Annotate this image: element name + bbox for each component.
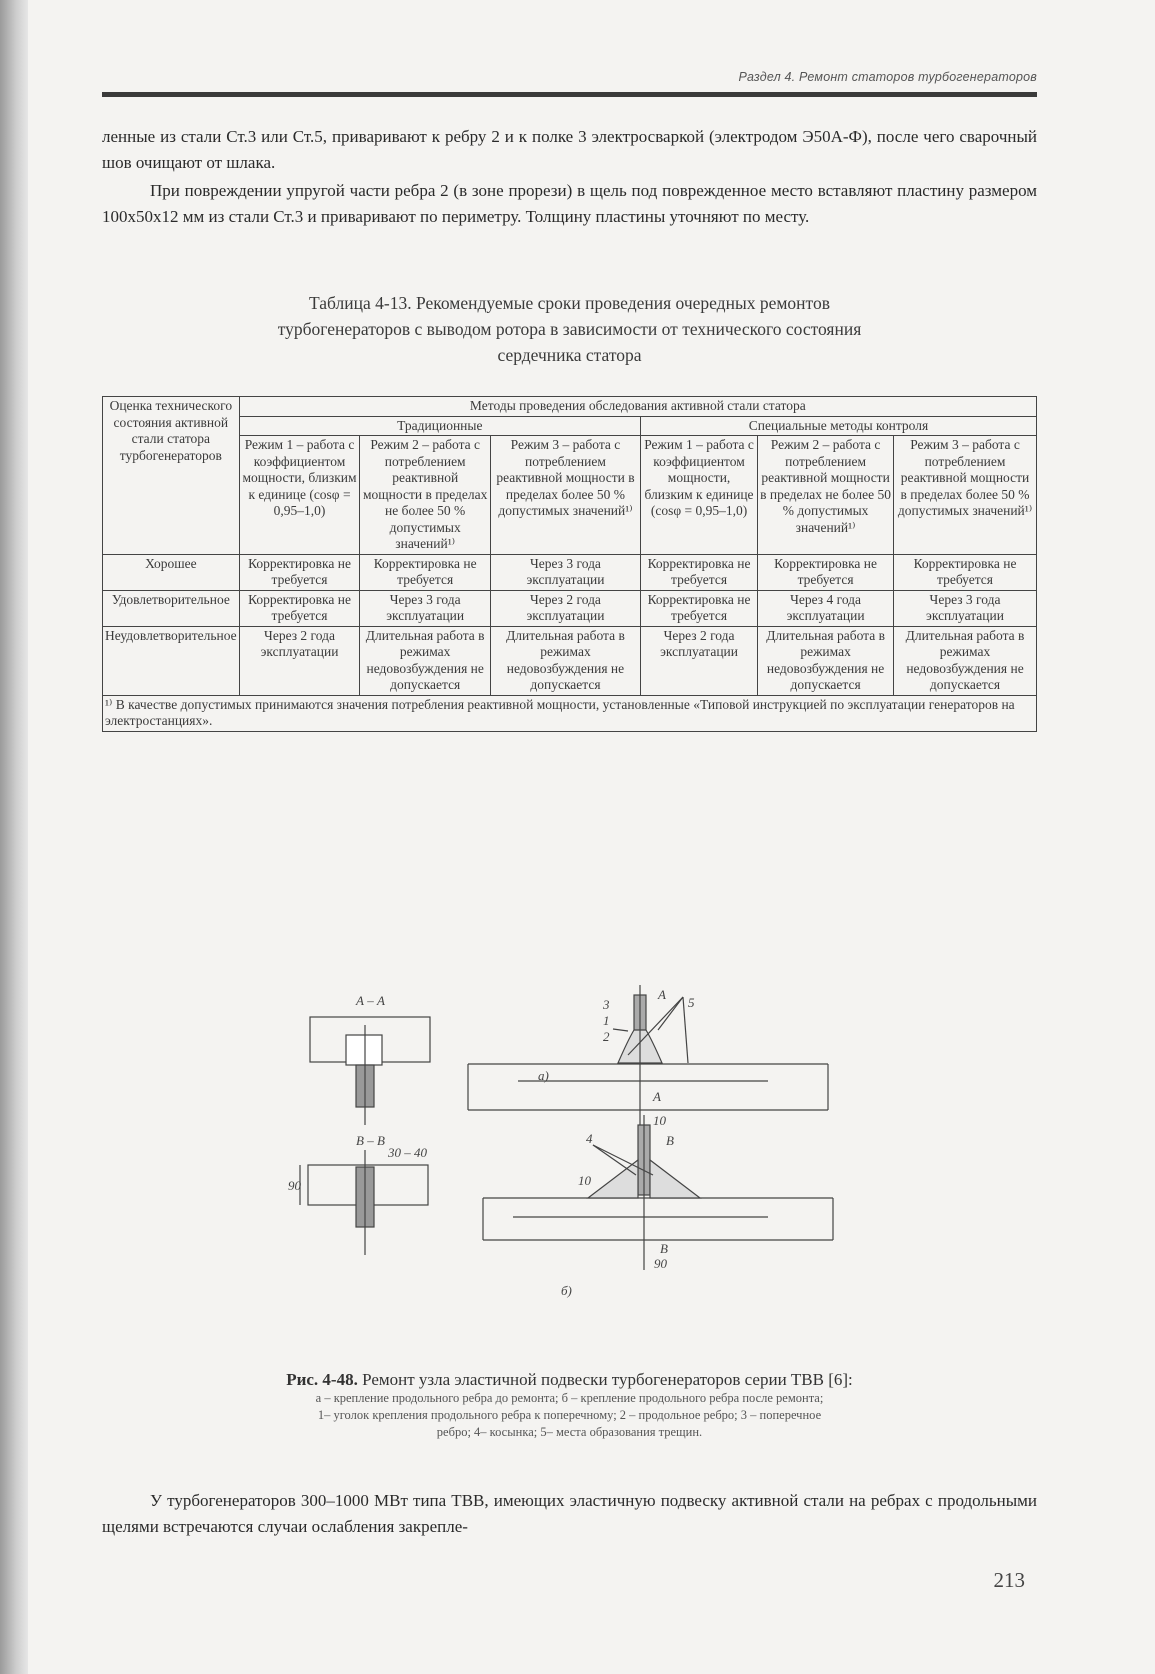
state-column-header: Оценка технического состояния активной стали статора турбогенераторов <box>103 397 240 555</box>
table-caption-line3: сердечника статора <box>497 345 642 365</box>
header-rule <box>102 92 1037 97</box>
mode-header: Режим 2 – работа с потреблением реактивной мощности в пределах не более 50 % допустимых значений¹⁾ <box>758 436 894 555</box>
state-cell: Неудовлетворительное <box>103 626 240 695</box>
callout-4: 4 <box>586 1131 593 1146</box>
mark-a-top: А <box>658 987 666 1002</box>
callout-2: 2 <box>603 1029 610 1044</box>
binding-gutter <box>0 0 28 1674</box>
dim-90-left: 90 <box>288 1178 301 1193</box>
page-number: 213 <box>993 1568 1025 1592</box>
figure-title: Ремонт узла эластичной подвески турбогенераторов серии ТВВ [6]: <box>357 1370 853 1389</box>
table-footnote: ¹⁾ В качестве допустимых принимаются значения потребления реактивной мощности, установленные «Типовой инструкцией по эксплуатации генераторов на электростанциях». <box>103 695 1037 731</box>
table-cell: Через 3 года эксплуатации <box>894 590 1037 626</box>
methods-header: Методы проведения обследования активной стали статора <box>239 397 1036 417</box>
table-cell: Корректировка не требуется <box>758 554 894 590</box>
section-aa-label: А – А <box>356 993 385 1008</box>
table-cell: Корректировка не требуется <box>239 590 360 626</box>
table-cell: Корректировка не требуется <box>360 554 491 590</box>
table-cell: Длительная работа в режимах недовозбуждения не допускается <box>758 626 894 695</box>
table-header-row-3 <box>103 436 1037 555</box>
table-cell: Длительная работа в режимах недовозбуждения не допускается <box>894 626 1037 695</box>
figure-number: Рис. 4-48. <box>286 1370 358 1389</box>
group-traditional: Традиционные <box>239 416 640 436</box>
repair-figure <box>288 985 908 1365</box>
table-cell: Через 3 года эксплуатации <box>490 554 640 590</box>
paragraph-2: При повреждении упругой части ребра 2 (в зоне прорези) в щель под поврежденное место вставляют пластину размером 100х50х12 мм из стали Ст.3 и приваривают по периметру. Толщину пластины уточняют по месту. <box>102 181 1037 226</box>
figure-legend-3: ребро; 4– косынка; 5– места образования трещин. <box>436 1425 703 1439</box>
section-aa-angle <box>346 1035 382 1065</box>
table-caption <box>102 290 1037 368</box>
table-cell: Через 2 года эксплуатации <box>640 626 757 695</box>
figure-legend-1: а – крепление продольного ребра до ремонта; б – крепление продольного ребра после ремонта; <box>315 1391 824 1405</box>
table-footnote-row <box>103 695 1037 731</box>
running-header: Раздел 4. Ремонт статоров турбогенераторов <box>738 70 1037 84</box>
section-bb-label: В – В <box>356 1133 385 1148</box>
figure-caption <box>102 1369 1037 1441</box>
table-cell: Корректировка не требуется <box>239 554 360 590</box>
dim-90-bottom: 90 <box>654 1256 667 1271</box>
table-row <box>103 554 1037 590</box>
figure-legend-2: 1– уголок крепления продольного ребра к поперечному; 2 – продольное ребро; 3 – поперечное <box>317 1408 822 1422</box>
mode-header: Режим 1 – работа с коэффициентом мощности, близким к единице (cosφ = 0,95–1,0) <box>640 436 757 555</box>
view-b-gusset <box>588 1160 638 1198</box>
repair-schedule-table <box>102 396 1037 732</box>
mode-header: Режим 2 – работа с потреблением реактивной мощности в пределах не более 50 % допустимых значений¹⁾ <box>360 436 491 555</box>
table-header-row-2 <box>103 416 1037 436</box>
book-page <box>28 0 1155 1674</box>
table-cell: Через 4 года эксплуатации <box>758 590 894 626</box>
table-caption-line1: Таблица 4-13. Рекомендуемые сроки проведения очередных ремонтов <box>309 293 830 313</box>
group-special: Специальные методы контроля <box>640 416 1036 436</box>
state-cell: Удовлетворительное <box>103 590 240 626</box>
mode-header: Режим 3 – работа с потреблением реактивной мощности в пределах более 50 % допустимых значений¹⁾ <box>894 436 1037 555</box>
dim-30-40: 30 – 40 <box>388 1145 427 1160</box>
table-cell: Через 2 года эксплуатации <box>490 590 640 626</box>
callout-3: 3 <box>603 997 610 1012</box>
state-cell: Хорошее <box>103 554 240 590</box>
paragraph-1: ленные из стали Ст.3 или Ст.5, приваривают к ребру 2 и к полке 3 электросваркой (электродом Э50А-Ф), после чего сварочный шов очищают от шлака. <box>102 127 1037 172</box>
mark-a-bottom: А <box>653 1089 661 1104</box>
table-row <box>103 590 1037 626</box>
mode-header: Режим 3 – работа с потреблением реактивной мощности в пределах более 50 % допустимых значений¹⁾ <box>490 436 640 555</box>
table-cell: Через 2 года эксплуатации <box>239 626 360 695</box>
table-cell: Корректировка не требуется <box>894 554 1037 590</box>
view-b-label: б) <box>561 1283 572 1298</box>
table-cell: Длительная работа в режимах недовозбуждения не допускается <box>360 626 491 695</box>
dim-10-side: 10 <box>578 1173 591 1188</box>
callout-5: 5 <box>688 995 695 1010</box>
paragraph-3: У турбогенераторов 300–1000 МВт типа ТВВ, имеющих эластичную подвеску активной стали на ребрах с продольными щелями встречаются случаи ослабления закрепле- <box>102 1491 1037 1536</box>
table-caption-line2: турбогенераторов с выводом ротора в зависимости от технического состояния <box>277 319 862 339</box>
mark-b-top: В <box>666 1133 674 1148</box>
table-cell: Корректировка не требуется <box>640 554 757 590</box>
table-cell: Длительная работа в режимах недовозбуждения не допускается <box>490 626 640 695</box>
mode-header: Режим 1 – работа с коэффициентом мощности, близким к единице (cosφ = 0,95–1,0) <box>239 436 360 555</box>
table-cell: Корректировка не требуется <box>640 590 757 626</box>
table-row <box>103 626 1037 695</box>
view-a-label: а) <box>538 1068 549 1083</box>
dim-10-top: 10 <box>653 1113 666 1128</box>
table-header-row-1 <box>103 397 1037 417</box>
callout-1: 1 <box>603 1013 610 1028</box>
table-cell: Через 3 года эксплуатации <box>360 590 491 626</box>
mark-b-bottom: В <box>660 1241 668 1256</box>
figure-caption-title <box>102 1369 1037 1390</box>
